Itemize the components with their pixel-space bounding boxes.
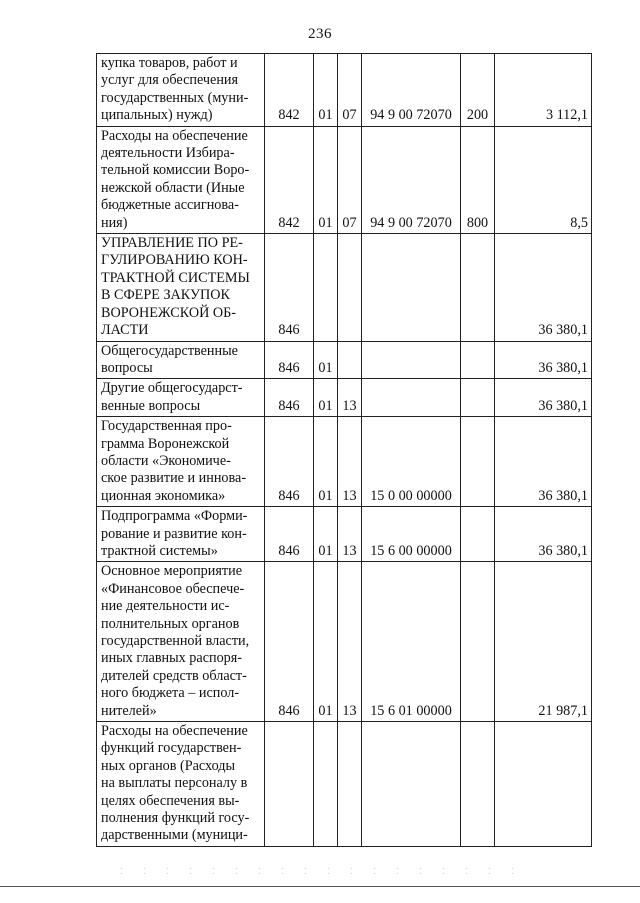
expense-type-cell: 200 xyxy=(461,54,495,127)
expense-type-cell xyxy=(461,417,495,507)
row-name-cell: Другие общегосударст- венные вопросы xyxy=(97,379,265,417)
expense-type-cell: 800 xyxy=(461,126,495,233)
section-cell: 01 xyxy=(314,126,338,233)
scan-noise xyxy=(110,866,530,874)
section-cell: 01 xyxy=(314,379,338,417)
table-row xyxy=(97,341,592,379)
grbs-cell xyxy=(265,722,314,847)
subsection-cell xyxy=(338,234,362,341)
section-cell: 01 xyxy=(314,562,338,722)
amount-cell: 36 380,1 xyxy=(495,341,592,379)
amount-cell: 3 112,1 xyxy=(495,54,592,127)
subsection-cell: 13 xyxy=(338,562,362,722)
section-cell xyxy=(314,722,338,847)
section-cell: 01 xyxy=(314,341,338,379)
row-name-cell: Расходы на обеспечение деятельности Избира- тельной комиссии Воро- нежской области (Иные бюджетные ассигнова- ния) xyxy=(97,126,265,233)
grbs-cell: 846 xyxy=(265,341,314,379)
target-article-cell: 15 6 00 00000 xyxy=(362,507,461,562)
target-article-cell: 94 9 00 72070 xyxy=(362,126,461,233)
amount-cell: 36 380,1 xyxy=(495,379,592,417)
row-name-cell: Общегосударственные вопросы xyxy=(97,341,265,379)
expense-type-cell xyxy=(461,562,495,722)
subsection-cell xyxy=(338,722,362,847)
grbs-cell: 846 xyxy=(265,234,314,341)
row-name-cell: Основное мероприятие «Финансовое обеспече- ние деятельности ис- полнительных органов государственной власти, иных главных распоря- дителей средств област- ного бюджета – испол- нителей» xyxy=(97,562,265,722)
grbs-cell: 846 xyxy=(265,507,314,562)
row-name-cell: купка товаров, работ и услуг для обеспечения государственных (муни- ципальных) нужд) xyxy=(97,54,265,127)
grbs-cell: 846 xyxy=(265,562,314,722)
page-bottom-rule xyxy=(0,886,640,887)
target-article-cell: 15 6 01 00000 xyxy=(362,562,461,722)
section-cell: 01 xyxy=(314,507,338,562)
amount-cell: 21 987,1 xyxy=(495,562,592,722)
table-row xyxy=(97,417,592,507)
amount-cell: 36 380,1 xyxy=(495,417,592,507)
subsection-cell: 07 xyxy=(338,126,362,233)
grbs-cell: 842 xyxy=(265,126,314,233)
page-number: 236 xyxy=(308,26,332,42)
table-row xyxy=(97,507,592,562)
subsection-cell: 13 xyxy=(338,417,362,507)
row-name-cell: Подпрограмма «Форми- рование и развитие кон- трактной системы» xyxy=(97,507,265,562)
target-article-cell xyxy=(362,379,461,417)
subsection-cell: 13 xyxy=(338,507,362,562)
expense-type-cell xyxy=(461,722,495,847)
grbs-cell: 842 xyxy=(265,54,314,127)
target-article-cell xyxy=(362,341,461,379)
row-name-cell: Расходы на обеспечение функций государствен- ных органов (Расходы на выплаты персоналу в целях обеспечения вы- полнения функций госу- дарственными (муници- xyxy=(97,722,265,847)
subsection-cell: 07 xyxy=(338,54,362,127)
subsection-cell xyxy=(338,341,362,379)
target-article-cell xyxy=(362,234,461,341)
section-cell: 01 xyxy=(314,417,338,507)
grbs-cell: 846 xyxy=(265,379,314,417)
amount-cell: 8,5 xyxy=(495,126,592,233)
amount-cell xyxy=(495,722,592,847)
target-article-cell: 15 0 00 00000 xyxy=(362,417,461,507)
section-cell xyxy=(314,234,338,341)
section-cell: 01 xyxy=(314,54,338,127)
table-row xyxy=(97,126,592,233)
grbs-cell: 846 xyxy=(265,417,314,507)
target-article-cell: 94 9 00 72070 xyxy=(362,54,461,127)
table-row xyxy=(97,379,592,417)
table-row xyxy=(97,722,592,847)
amount-cell: 36 380,1 xyxy=(495,507,592,562)
expense-type-cell xyxy=(461,379,495,417)
expense-type-cell xyxy=(461,234,495,341)
subsection-cell: 13 xyxy=(338,379,362,417)
table-row xyxy=(97,562,592,722)
table-row xyxy=(97,54,592,127)
target-article-cell xyxy=(362,722,461,847)
row-name-cell: УПРАВЛЕНИЕ ПО РЕ- ГУЛИРОВАНИЮ КОН- ТРАКТНОЙ СИСТЕМЫ В СФЕРЕ ЗАКУПОК ВОРОНЕЖСКОЙ ОБ- ЛАСТИ xyxy=(97,234,265,341)
table-row xyxy=(97,234,592,341)
amount-cell: 36 380,1 xyxy=(495,234,592,341)
budget-table xyxy=(96,53,592,847)
budget-table-body xyxy=(97,54,592,847)
expense-type-cell xyxy=(461,507,495,562)
row-name-cell: Государственная про- грамма Воронежской области «Экономиче- ское развитие и иннова- ционная экономика» xyxy=(97,417,265,507)
expense-type-cell xyxy=(461,341,495,379)
